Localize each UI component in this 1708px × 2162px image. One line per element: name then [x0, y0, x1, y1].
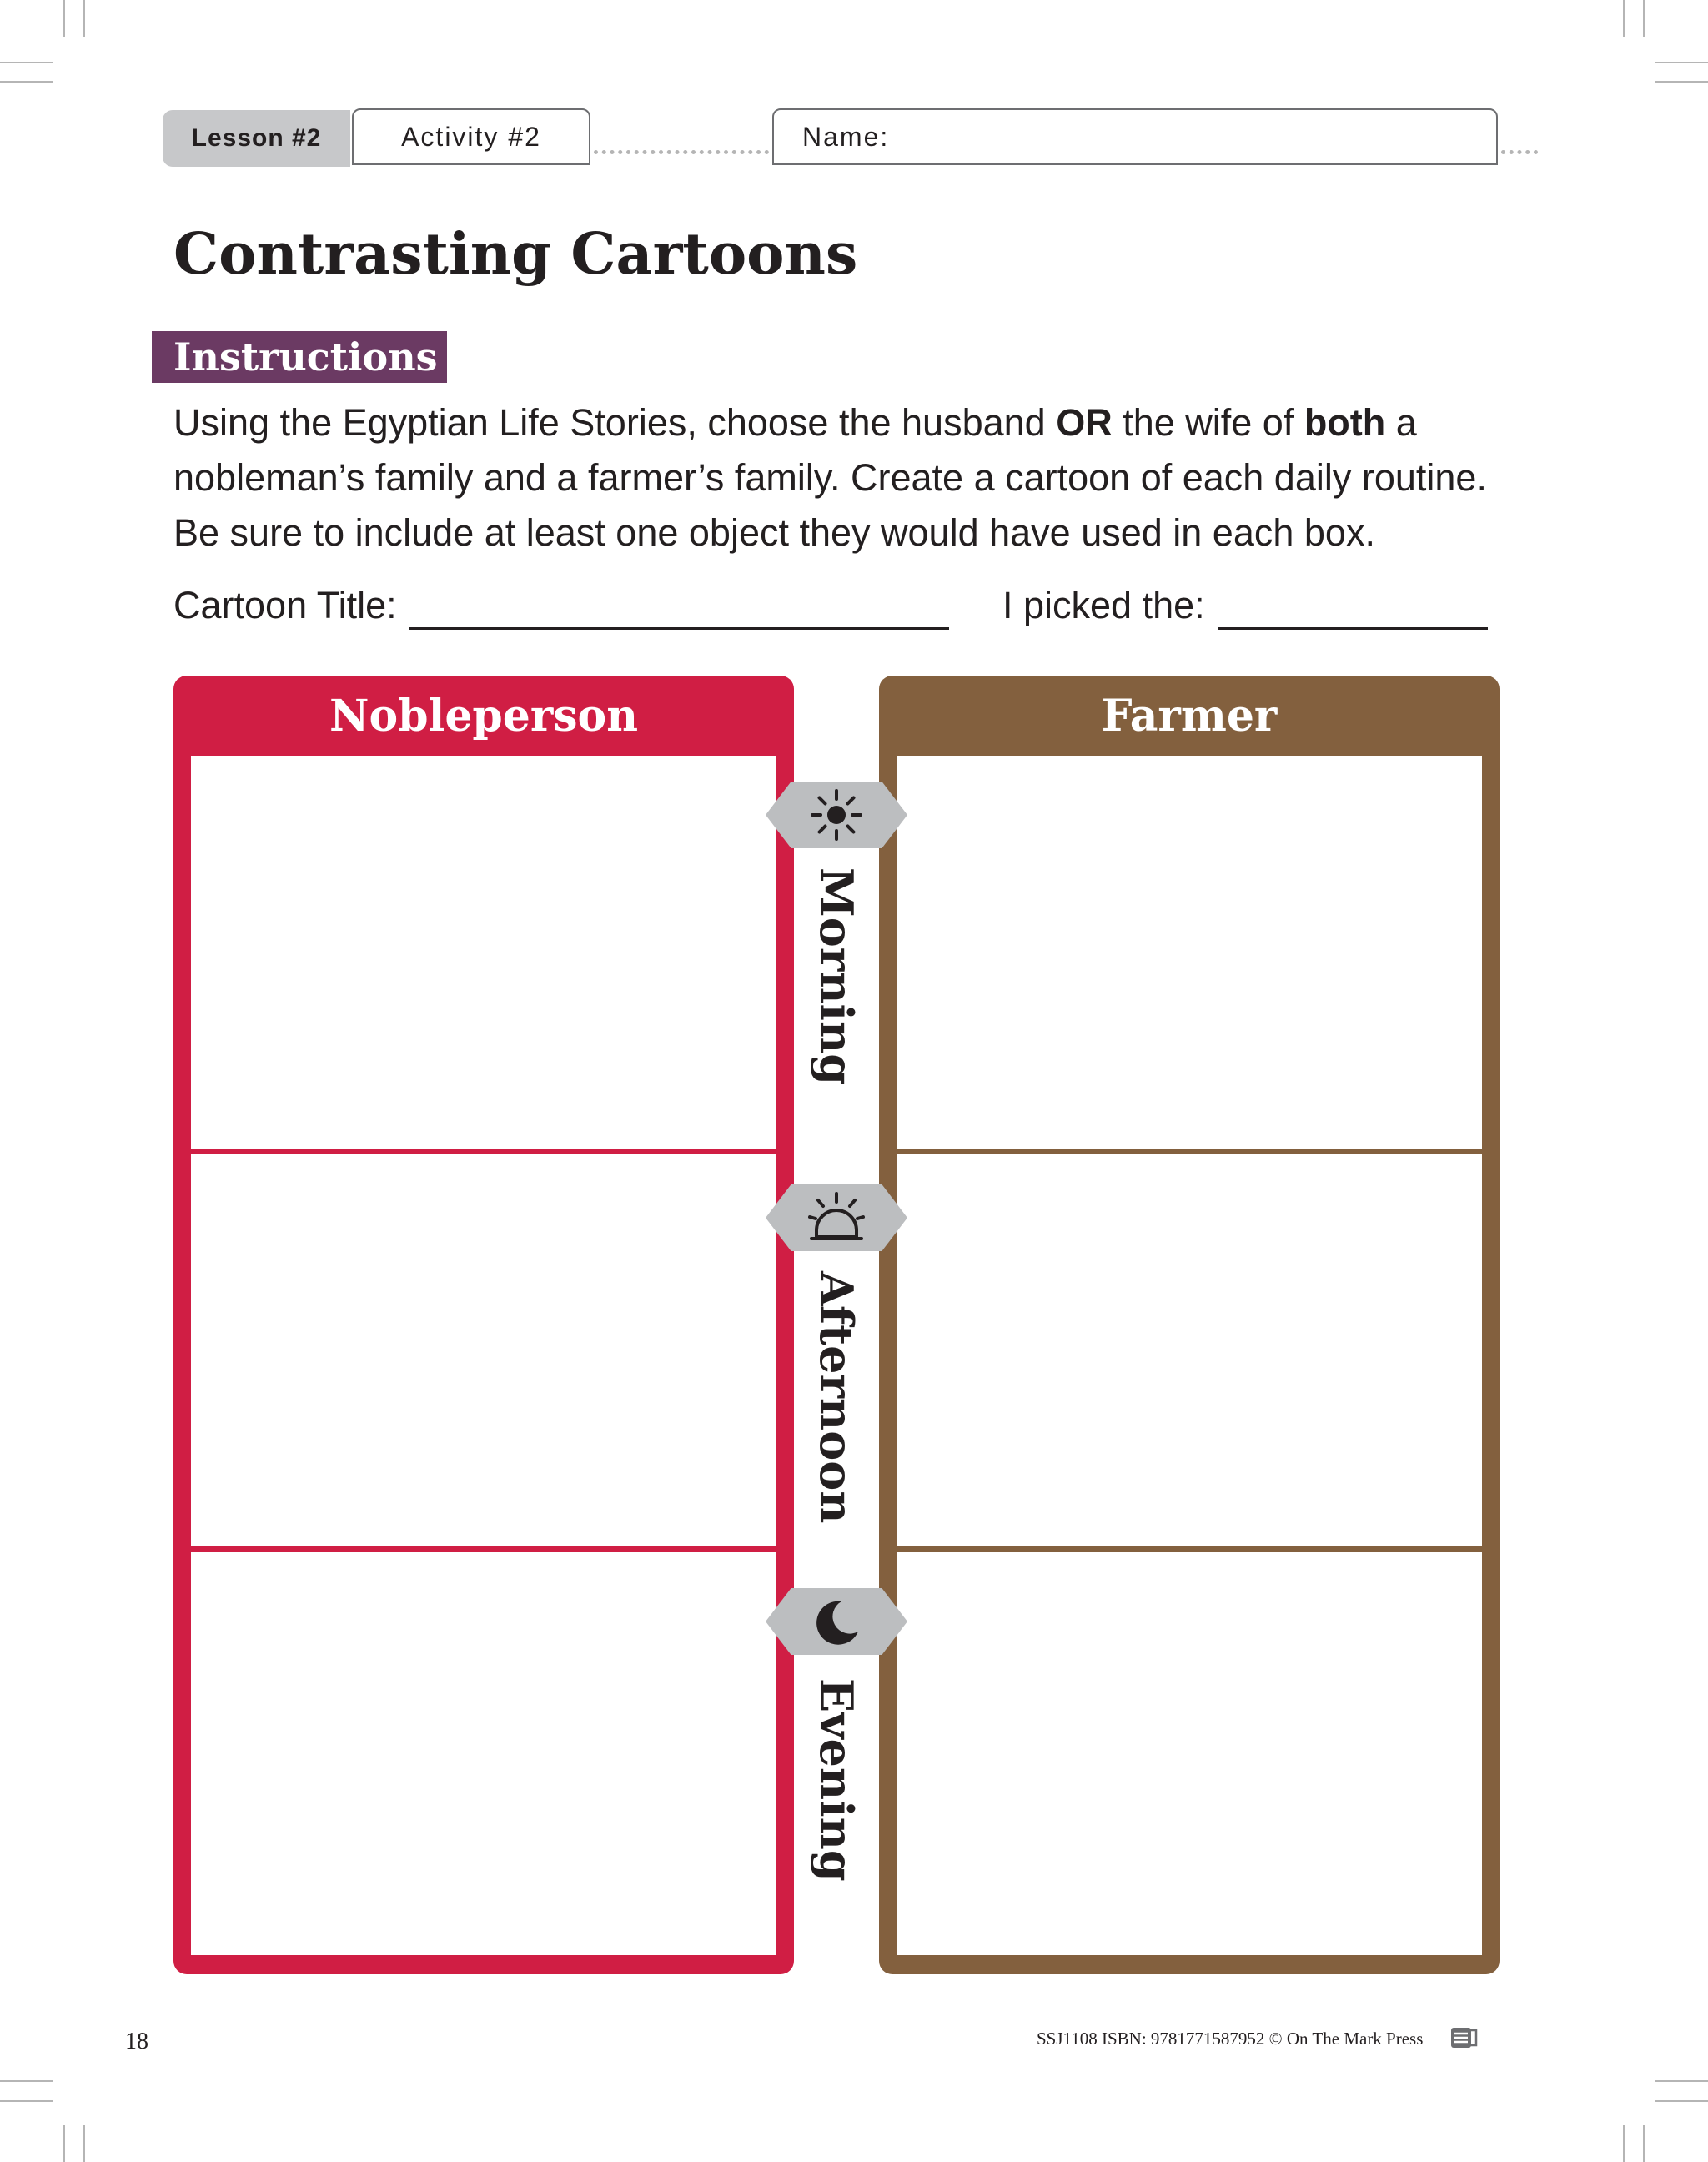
picked-input[interactable]: [1218, 627, 1488, 630]
crop-mark: [1655, 81, 1708, 83]
instructions-part: Using the Egyptian Life Stories, choose the husband: [173, 401, 1057, 444]
crop-mark: [1643, 2125, 1645, 2162]
name-field[interactable]: [772, 108, 1498, 165]
activity-tab: [352, 108, 590, 165]
crop-mark: [83, 0, 85, 37]
evening-marker: [766, 1588, 907, 1655]
nobleperson-evening-box[interactable]: [191, 1552, 776, 1955]
crop-mark: [1623, 0, 1625, 37]
instructions-part: a nobleman’s family and a farmer’s family. Create a cartoon of each daily routine. Be sure to include at least one object they would have used in each box.: [173, 401, 1487, 554]
crop-mark: [0, 2080, 53, 2082]
crop-mark: [1623, 2125, 1625, 2162]
publisher-logo-icon: [1449, 2025, 1478, 2050]
morning-label: Morning: [810, 867, 863, 1086]
panel-divider: [191, 1149, 776, 1154]
header-dots: [1501, 150, 1538, 154]
panel-divider: [897, 1149, 1482, 1154]
cartoon-title-label: Cartoon Title:: [173, 584, 397, 626]
page-number: 18: [125, 2029, 148, 2054]
afternoon-marker: [766, 1184, 907, 1251]
lesson-label: Lesson #2: [191, 124, 322, 152]
instructions-emphasis: OR: [1056, 401, 1113, 444]
sunset-icon: [805, 1189, 868, 1247]
crop-mark: [63, 0, 65, 37]
cartoon-title-input[interactable]: [409, 627, 949, 630]
crop-mark: [0, 81, 53, 83]
lesson-tab: [163, 110, 350, 167]
instructions-emphasis: both: [1304, 401, 1386, 444]
instructions-text: [173, 395, 1525, 561]
nobleperson-header: Nobleperson: [329, 690, 639, 742]
farmer-header: Farmer: [1101, 690, 1278, 742]
morning-marker: [766, 782, 907, 848]
page-title: Contrasting Cartoons: [173, 221, 858, 288]
crop-mark: [0, 62, 53, 63]
farmer-morning-box[interactable]: [897, 756, 1482, 1149]
crop-mark: [1655, 2100, 1708, 2102]
picked-label: I picked the:: [1002, 584, 1205, 626]
crop-mark: [1655, 2080, 1708, 2082]
nobleperson-panels: [191, 756, 776, 1955]
nobleperson-morning-box[interactable]: [191, 756, 776, 1149]
instructions-badge: [152, 331, 447, 383]
name-label: Name:: [802, 121, 890, 152]
crop-mark: [63, 2125, 65, 2162]
farmer-panels: [897, 756, 1482, 1955]
farmer-evening-box[interactable]: [897, 1552, 1482, 1955]
afternoon-label: Afternoon: [810, 1271, 863, 1524]
panel-divider: [897, 1546, 1482, 1552]
crop-mark: [83, 2125, 85, 2162]
crop-mark: [0, 2100, 53, 2102]
header-dots: [594, 150, 769, 154]
farmer-afternoon-box[interactable]: [897, 1154, 1482, 1546]
instructions-badge-label: Instructions: [173, 334, 438, 380]
farmer-column: [879, 676, 1500, 1974]
moon-icon: [810, 1595, 863, 1648]
crop-mark: [1655, 62, 1708, 63]
evening-label: Evening: [810, 1678, 863, 1882]
publisher-line: SSJ1108 ISBN: 9781771587952 © On The Mark Press: [1037, 2029, 1424, 2049]
instructions-part: the wife of: [1112, 401, 1304, 444]
nobleperson-afternoon-box[interactable]: [191, 1154, 776, 1546]
activity-label: Activity #2: [401, 121, 541, 152]
nobleperson-column: [173, 676, 794, 1974]
panel-divider: [191, 1546, 776, 1552]
crop-mark: [1643, 0, 1645, 37]
sun-icon: [807, 786, 866, 844]
